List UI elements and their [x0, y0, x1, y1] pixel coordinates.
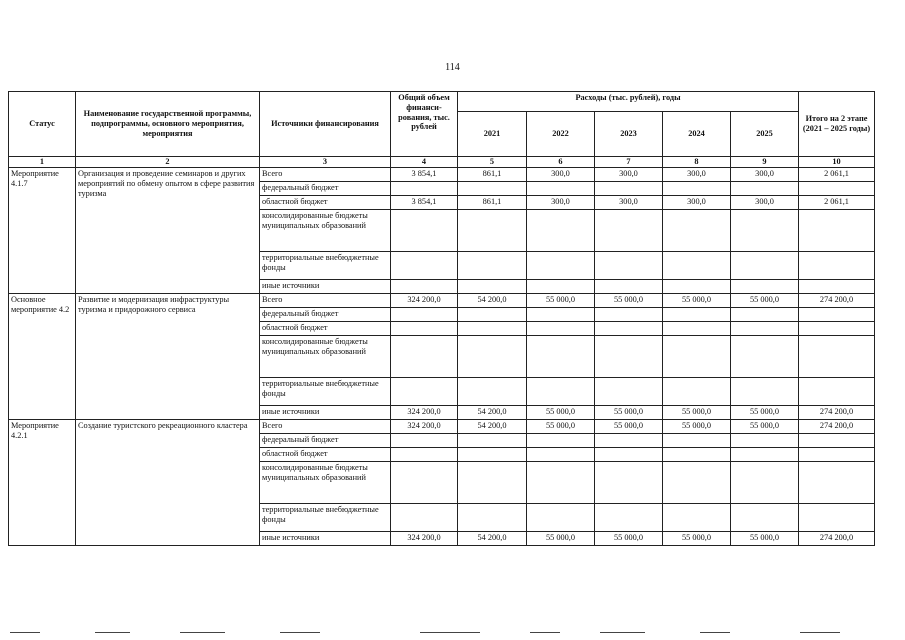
row-value — [663, 434, 731, 448]
row-value — [527, 378, 595, 406]
header-stage-total: Итого на 2 этапе (2021 – 2025 годы) — [799, 92, 875, 157]
row-value — [458, 252, 527, 280]
row-source: территориальные внебюджетные фонды — [260, 378, 391, 406]
column-index: 3 — [260, 157, 391, 168]
row-source: консолидированные бюджеты муниципальных образований — [260, 210, 391, 252]
row-value — [663, 504, 731, 532]
row-value — [731, 448, 799, 462]
row-value: 55 000,0 — [731, 406, 799, 420]
scan-mark — [600, 632, 645, 633]
row-value — [595, 434, 663, 448]
row-value — [731, 280, 799, 294]
row-value — [663, 252, 731, 280]
header-year: 2021 — [458, 112, 527, 157]
row-value — [458, 336, 527, 378]
row-value — [527, 336, 595, 378]
header-year: 2023 — [595, 112, 663, 157]
row-value — [458, 308, 527, 322]
row-value — [663, 280, 731, 294]
row-value — [731, 504, 799, 532]
scan-mark — [180, 632, 225, 633]
row-value: 55 000,0 — [527, 406, 595, 420]
row-value — [391, 308, 458, 322]
column-index: 10 — [799, 157, 875, 168]
row-value: 2 061,1 — [799, 168, 875, 182]
row-value: 55 000,0 — [731, 294, 799, 308]
row-value — [458, 182, 527, 196]
row-value: 300,0 — [663, 168, 731, 182]
row-value: 55 000,0 — [731, 532, 799, 546]
row-value — [731, 210, 799, 252]
row-status: Мероприятие 4.1.7 — [9, 168, 76, 294]
column-index-row — [9, 157, 875, 168]
row-value: 55 000,0 — [595, 294, 663, 308]
row-value: 55 000,0 — [527, 294, 595, 308]
row-source: иные источники — [260, 280, 391, 294]
scan-mark — [420, 632, 480, 633]
row-value — [391, 378, 458, 406]
row-value — [391, 462, 458, 504]
row-value: 55 000,0 — [527, 532, 595, 546]
row-value — [663, 182, 731, 196]
row-value — [458, 322, 527, 336]
page-number: 114 — [445, 62, 460, 73]
row-value: 274 200,0 — [799, 532, 875, 546]
row-value — [391, 336, 458, 378]
row-value: 55 000,0 — [527, 420, 595, 434]
scan-mark — [10, 632, 40, 633]
scan-mark — [280, 632, 320, 633]
row-value — [731, 378, 799, 406]
header-name: Наименование государственной программы, подпрограммы, основного мероприятия, мероприятия — [76, 92, 260, 157]
row-name: Организация и проведение семинаров и других мероприятий по обмену опытом в сфере развития туризма — [76, 168, 260, 294]
row-value — [731, 252, 799, 280]
row-value: 324 200,0 — [391, 294, 458, 308]
row-value — [391, 280, 458, 294]
row-source: федеральный бюджет — [260, 308, 391, 322]
row-value — [799, 280, 875, 294]
header-year: 2025 — [731, 112, 799, 157]
row-source: Всего — [260, 168, 391, 182]
row-value: 324 200,0 — [391, 532, 458, 546]
column-index: 5 — [458, 157, 527, 168]
row-value: 55 000,0 — [663, 420, 731, 434]
row-value — [663, 322, 731, 336]
row-value — [799, 504, 875, 532]
header-sources: Источники финансирования — [260, 92, 391, 157]
row-value — [391, 504, 458, 532]
row-value — [458, 504, 527, 532]
row-value — [799, 462, 875, 504]
row-value — [799, 378, 875, 406]
row-value — [799, 336, 875, 378]
row-value — [595, 280, 663, 294]
row-value: 54 200,0 — [458, 294, 527, 308]
row-value — [799, 308, 875, 322]
row-value: 300,0 — [595, 168, 663, 182]
row-value — [595, 182, 663, 196]
column-index: 9 — [731, 157, 799, 168]
row-value: 300,0 — [595, 196, 663, 210]
column-index: 2 — [76, 157, 260, 168]
column-index: 6 — [527, 157, 595, 168]
row-value: 54 200,0 — [458, 406, 527, 420]
row-value — [527, 504, 595, 532]
row-value: 300,0 — [663, 196, 731, 210]
row-source: Всего — [260, 420, 391, 434]
row-status: Основное мероприятие 4.2 — [9, 294, 76, 420]
row-value — [458, 434, 527, 448]
row-value: 55 000,0 — [663, 294, 731, 308]
table-row — [9, 168, 875, 182]
row-value: 300,0 — [731, 168, 799, 182]
row-source: областной бюджет — [260, 322, 391, 336]
row-value — [391, 182, 458, 196]
row-value — [799, 182, 875, 196]
column-index: 8 — [663, 157, 731, 168]
row-value — [663, 378, 731, 406]
row-value: 300,0 — [527, 196, 595, 210]
row-value — [458, 210, 527, 252]
row-value: 55 000,0 — [663, 406, 731, 420]
row-value: 55 000,0 — [595, 420, 663, 434]
row-value — [731, 308, 799, 322]
row-value: 55 000,0 — [595, 406, 663, 420]
row-value: 2 061,1 — [799, 196, 875, 210]
row-source: федеральный бюджет — [260, 434, 391, 448]
row-value — [663, 462, 731, 504]
table-row — [9, 294, 875, 308]
row-value: 55 000,0 — [731, 420, 799, 434]
row-value: 274 200,0 — [799, 294, 875, 308]
row-value: 3 854,1 — [391, 196, 458, 210]
row-source: иные источники — [260, 532, 391, 546]
row-status: Мероприятие 4.2.1 — [9, 420, 76, 546]
row-value — [595, 378, 663, 406]
row-value: 274 200,0 — [799, 406, 875, 420]
column-index: 1 — [9, 157, 76, 168]
row-value — [527, 322, 595, 336]
row-value — [391, 252, 458, 280]
row-value — [595, 336, 663, 378]
row-value — [458, 280, 527, 294]
row-value — [595, 322, 663, 336]
row-value — [391, 210, 458, 252]
row-name: Создание туристского рекреационного кластера — [76, 420, 260, 546]
row-source: территориальные внебюджетные фонды — [260, 504, 391, 532]
row-value: 324 200,0 — [391, 420, 458, 434]
row-source: Всего — [260, 294, 391, 308]
row-value: 274 200,0 — [799, 420, 875, 434]
row-source: областной бюджет — [260, 196, 391, 210]
row-value — [527, 462, 595, 504]
row-value — [391, 434, 458, 448]
scan-mark — [700, 632, 730, 633]
row-value — [527, 210, 595, 252]
row-value: 861,1 — [458, 168, 527, 182]
table-row — [9, 420, 875, 434]
row-value — [731, 462, 799, 504]
scan-mark — [530, 632, 560, 633]
header-year: 2022 — [527, 112, 595, 157]
row-value — [799, 434, 875, 448]
row-value: 3 854,1 — [391, 168, 458, 182]
row-value: 861,1 — [458, 196, 527, 210]
row-value — [663, 336, 731, 378]
row-value — [731, 322, 799, 336]
row-source: консолидированные бюджеты муниципальных образований — [260, 462, 391, 504]
header-year: 2024 — [663, 112, 731, 157]
row-value — [595, 448, 663, 462]
row-source: иные источники — [260, 406, 391, 420]
scan-mark — [95, 632, 130, 633]
row-source: консолидированные бюджеты муниципальных образований — [260, 336, 391, 378]
row-source: областной бюджет — [260, 448, 391, 462]
row-value — [799, 210, 875, 252]
row-value — [458, 378, 527, 406]
row-value — [391, 322, 458, 336]
row-value — [799, 252, 875, 280]
column-index: 4 — [391, 157, 458, 168]
row-value: 54 200,0 — [458, 420, 527, 434]
row-value — [458, 462, 527, 504]
row-value — [595, 462, 663, 504]
row-value — [527, 280, 595, 294]
row-value — [527, 434, 595, 448]
row-value — [527, 308, 595, 322]
row-value — [527, 252, 595, 280]
column-index: 7 — [595, 157, 663, 168]
row-source: федеральный бюджет — [260, 182, 391, 196]
row-value — [391, 448, 458, 462]
row-value — [458, 448, 527, 462]
row-value — [799, 322, 875, 336]
row-value — [663, 448, 731, 462]
row-value: 300,0 — [527, 168, 595, 182]
row-source: территориальные внебюджетные фонды — [260, 252, 391, 280]
row-value: 324 200,0 — [391, 406, 458, 420]
row-value — [595, 252, 663, 280]
row-value — [595, 308, 663, 322]
budget-table — [8, 91, 875, 546]
header-total-volume: Общий объем финанси-рования, тыс. рублей — [391, 92, 458, 157]
row-value — [663, 308, 731, 322]
row-value — [731, 434, 799, 448]
table-body — [9, 168, 875, 546]
row-value — [595, 210, 663, 252]
row-value — [527, 448, 595, 462]
row-value — [731, 182, 799, 196]
row-value — [799, 448, 875, 462]
row-value — [663, 210, 731, 252]
row-value: 54 200,0 — [458, 532, 527, 546]
header-expenses: Расходы (тыс. рублей), годы — [458, 92, 799, 112]
row-value — [527, 182, 595, 196]
row-value: 300,0 — [731, 196, 799, 210]
row-value: 55 000,0 — [595, 532, 663, 546]
row-name: Развитие и модернизация инфраструктуры туризма и придорожного сервиса — [76, 294, 260, 420]
row-value — [731, 336, 799, 378]
row-value: 55 000,0 — [663, 532, 731, 546]
header-status: Статус — [9, 92, 76, 157]
scan-mark — [800, 632, 840, 633]
row-value — [595, 504, 663, 532]
